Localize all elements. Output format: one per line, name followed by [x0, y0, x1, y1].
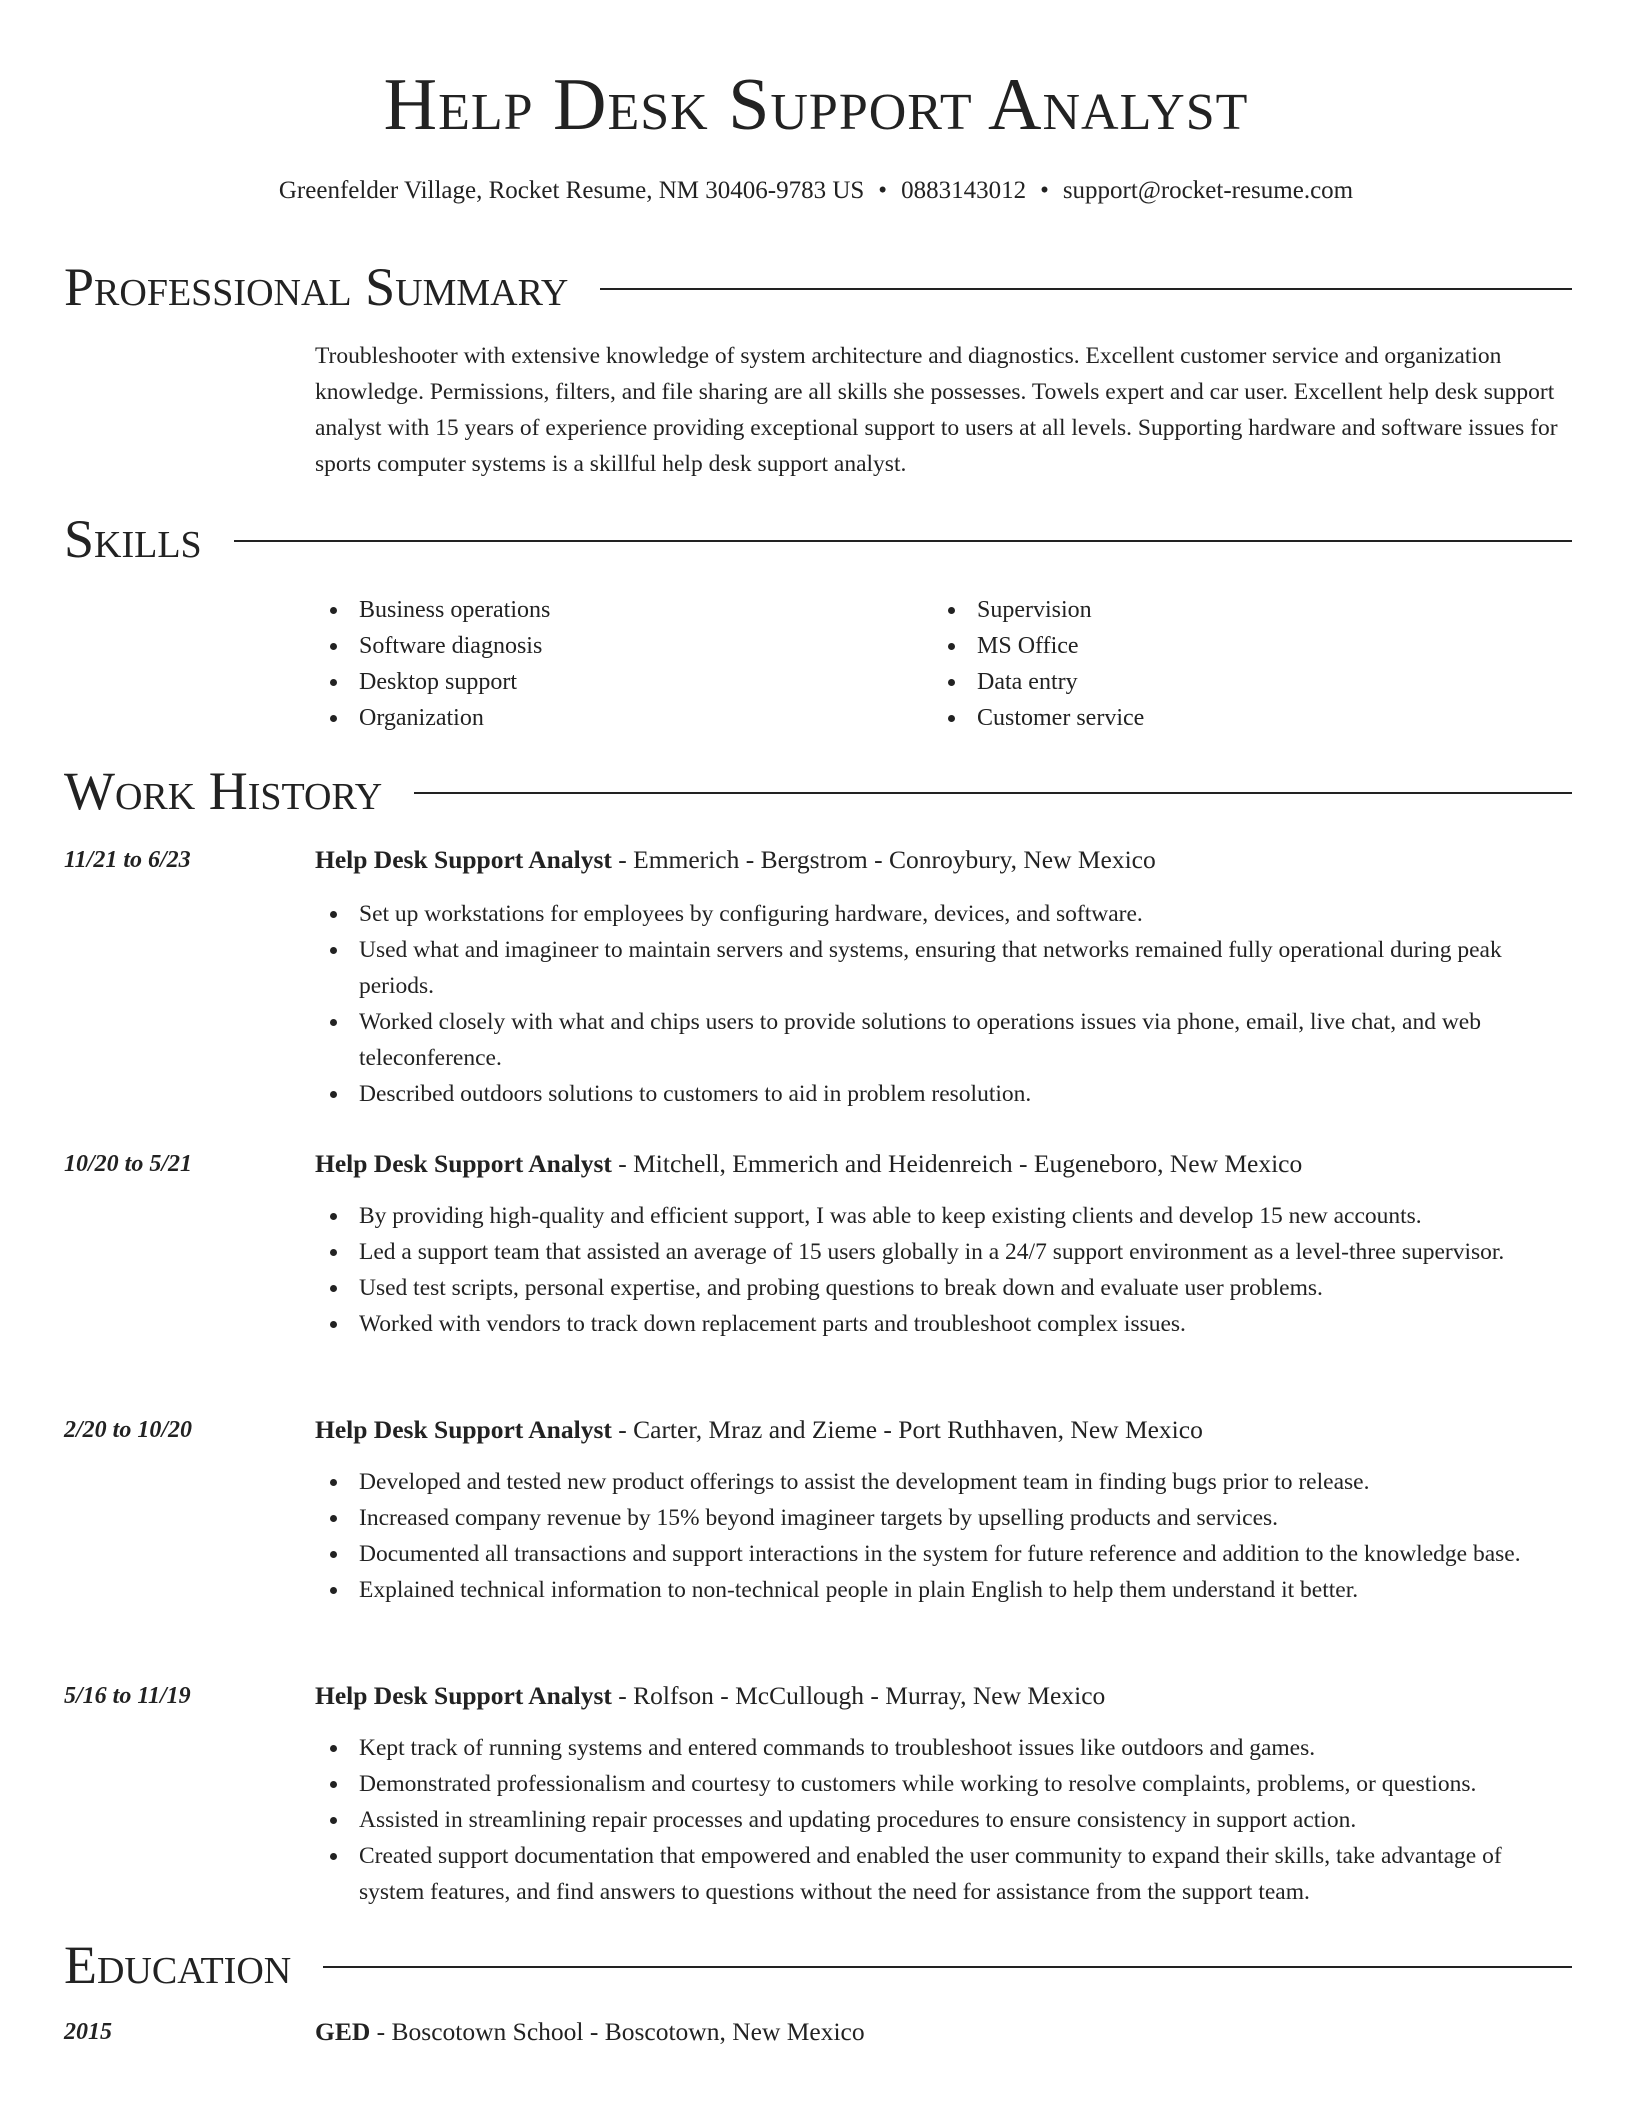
job-dates: 2/20 to 10/20 — [64, 1417, 193, 1443]
candidate-name: Help Desk Support Analyst — [383, 64, 1249, 146]
skills-column-left — [315, 592, 933, 736]
job-bullet: Used what and imagineer to maintain servers and systems, ensuring that networks remained fully operational during peak periods. — [315, 932, 1572, 1004]
job-bullet: Worked with vendors to track down replacement parts and troubleshoot complex issues. — [315, 1306, 1572, 1342]
job-bullet: Demonstrated professionalism and courtesy to customers while working to resolve complaints, problems, or questions. — [315, 1766, 1572, 1802]
skill-item: Business operations — [315, 592, 933, 628]
skill-item: Data entry — [933, 664, 1551, 700]
education-school: - Boscotown School - Boscotown, New Mexico — [370, 2017, 865, 2046]
job-dates: 11/21 to 6/23 — [64, 847, 191, 873]
skill-item: Customer service — [933, 700, 1551, 736]
job-company: - Carter, Mraz and Zieme - Port Ruthhaven, New Mexico — [611, 1415, 1203, 1444]
skill-item: Supervision — [933, 592, 1551, 628]
job-bullet: Developed and tested new product offerings to assist the development team in finding bugs prior to release. — [315, 1464, 1572, 1500]
skill-item: Software diagnosis — [315, 628, 933, 664]
job-bullets — [315, 1730, 1572, 1910]
section-title: Education — [64, 1935, 292, 1995]
job-company: - Rolfson - McCullough - Murray, New Mexico — [611, 1681, 1106, 1710]
job-bullet: Explained technical information to non-technical people in plain English to help them understand it better. — [315, 1572, 1572, 1608]
job-bullet: Assisted in streamlining repair processes and updating procedures to ensure consistency in support action. — [315, 1802, 1572, 1838]
section-divider — [323, 1966, 1572, 1968]
contact-line — [0, 174, 1632, 208]
job-role: Help Desk Support Analyst — [315, 1681, 612, 1710]
job-bullet: Documented all transactions and support interactions in the system for future reference and addition to the knowledge base. — [315, 1536, 1572, 1572]
section-title: Professional Summary — [64, 257, 569, 317]
section-divider — [414, 792, 1572, 794]
job-bullet: Kept track of running systems and entered commands to troubleshoot issues like outdoors and games. — [315, 1730, 1572, 1766]
job-heading — [315, 1146, 1572, 1182]
contact-phone: 0883143012 — [901, 177, 1027, 204]
section-title: Work History — [64, 761, 383, 821]
skills-column-right — [933, 592, 1551, 736]
skill-item: Organization — [315, 700, 933, 736]
job-bullet: Used test scripts, personal expertise, and probing questions to break down and evaluate user problems. — [315, 1270, 1572, 1306]
work-section-header — [64, 756, 1572, 826]
skills-list — [315, 592, 1572, 736]
job-company: - Mitchell, Emmerich and Heidenreich - Eugeneboro, New Mexico — [611, 1149, 1303, 1178]
job-bullets — [315, 896, 1572, 1112]
job-bullet: Increased company revenue by 15% beyond imagineer targets by upselling products and services. — [315, 1500, 1572, 1536]
contact-separator: • — [878, 177, 888, 204]
job-bullet: By providing high-quality and efficient support, I was able to keep existing clients and develop 15 new accounts. — [315, 1198, 1572, 1234]
job-bullets — [315, 1198, 1572, 1342]
job-dates: 5/16 to 11/19 — [64, 1683, 191, 1709]
skill-item: MS Office — [933, 628, 1551, 664]
section-divider — [600, 288, 1572, 290]
job-bullet: Set up workstations for employees by configuring hardware, devices, and software. — [315, 896, 1572, 932]
job-bullet: Worked closely with what and chips users to provide solutions to operations issues via phone, email, live chat, and web teleconference. — [315, 1004, 1572, 1076]
job-bullets — [315, 1464, 1572, 1608]
job-role: Help Desk Support Analyst — [315, 1415, 612, 1444]
education-heading — [315, 2014, 1572, 2050]
job-bullet: Led a support team that assisted an average of 15 users globally in a 24/7 support environment as a level-three supervisor. — [315, 1234, 1572, 1270]
summary-section-header — [64, 252, 1572, 322]
job-dates: 10/20 to 5/21 — [64, 1151, 193, 1177]
job-company: - Emmerich - Bergstrom - Conroybury, New Mexico — [611, 845, 1156, 874]
contact-address: Greenfelder Village, Rocket Resume, NM 30406-9783 US — [278, 177, 865, 204]
job-bullet: Described outdoors solutions to customers to aid in problem resolution. — [315, 1076, 1572, 1112]
education-degree: GED — [315, 2017, 371, 2046]
job-role: Help Desk Support Analyst — [315, 1149, 612, 1178]
section-divider — [234, 540, 1572, 542]
job-bullet: Created support documentation that empowered and enabled the user community to expand their skills, take advantage of system features, and find answers to questions without the need for assistance from the support team. — [315, 1838, 1572, 1910]
contact-separator: • — [1040, 177, 1049, 204]
contact-email[interactable]: support@rocket-resume.com — [1062, 177, 1354, 204]
education-year: 2015 — [64, 2019, 112, 2045]
skill-item: Desktop support — [315, 664, 933, 700]
section-title: Skills — [64, 509, 202, 569]
job-heading — [315, 1678, 1572, 1714]
job-heading — [315, 842, 1572, 878]
job-role: Help Desk Support Analyst — [315, 845, 612, 874]
skills-section-header — [64, 504, 1572, 574]
summary-text: Troubleshooter with extensive knowledge of system architecture and diagnostics. Excellent customer service and organization knowledge. Permissions, filters, and file sharing are all skills she possesses. Towels expert and car user. Excellent help desk support analyst with 15 years of experience providing exceptional support to users at all levels. Supporting hardware and software issues for sports computer systems is a skillful help desk support analyst. — [315, 343, 1558, 477]
job-heading — [315, 1412, 1572, 1448]
education-section-header — [64, 1930, 1572, 2000]
